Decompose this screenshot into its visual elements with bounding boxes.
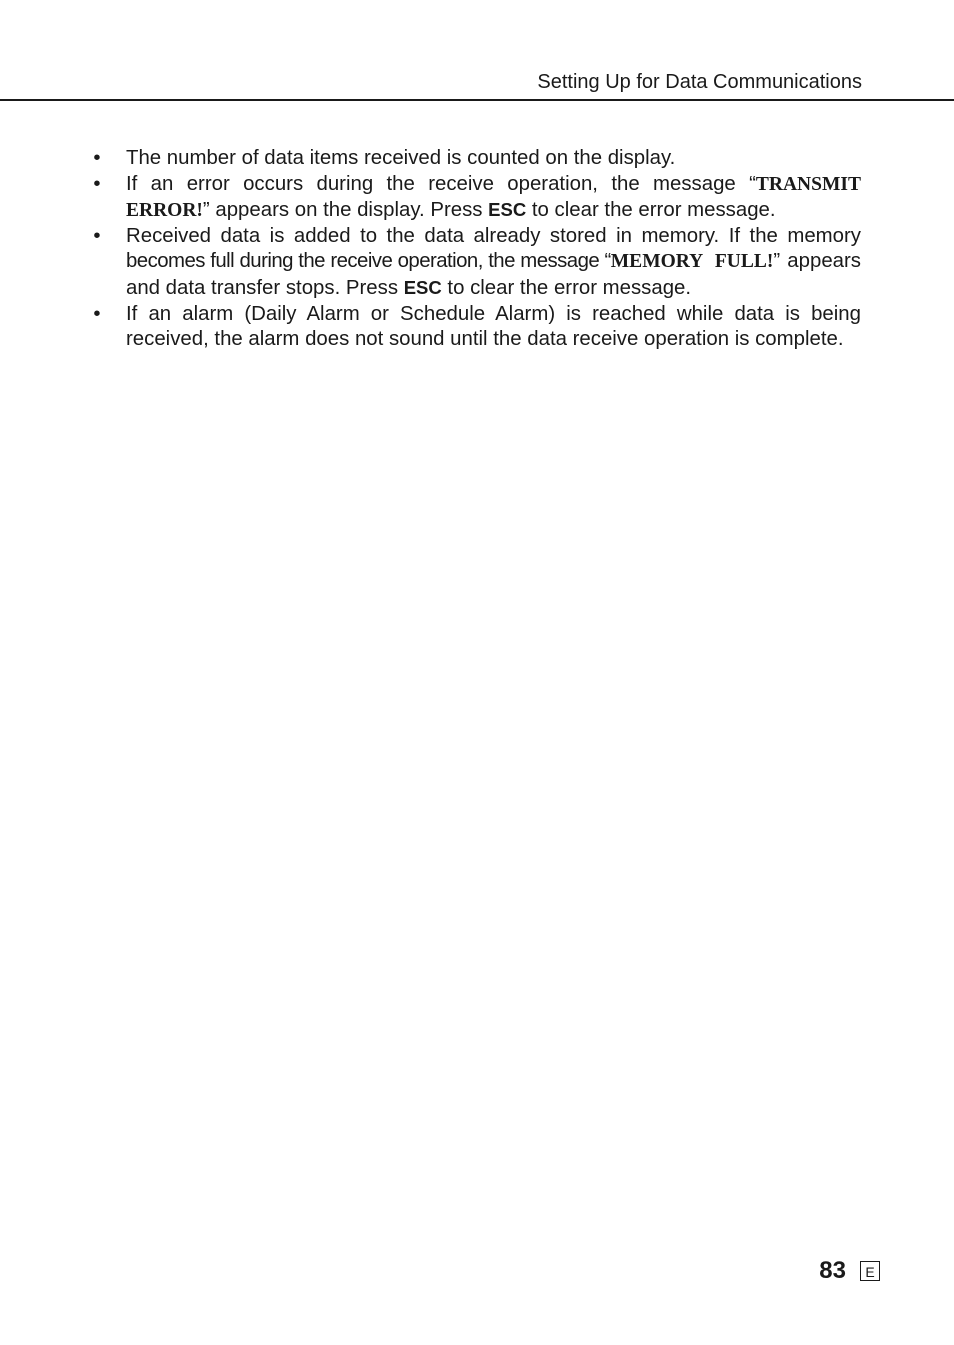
bullet-dot: • xyxy=(93,302,101,325)
bullet-text: If an alarm (Daily Alarm or Schedule Alarm) is reached while data is being received, the alarm does not sound until the data receive operation is complete. xyxy=(126,302,861,351)
bullet-text: to clear the error message. xyxy=(526,199,776,222)
header-rule xyxy=(0,99,954,101)
bullet-item-3 xyxy=(93,224,861,302)
bullet-item-1 xyxy=(93,146,861,172)
bullet-text: becomes full during the receive operation, the message “ xyxy=(126,250,611,273)
bullet-dot: • xyxy=(93,224,101,247)
language-tag: E xyxy=(860,1261,880,1281)
running-header: Setting Up for Data Communications xyxy=(537,71,862,93)
display-message-transmit-error: TRANSMIT ERROR! xyxy=(126,173,861,222)
bullet-item-2 xyxy=(93,172,861,224)
bullet-dot: • xyxy=(93,172,101,195)
display-message-memory-full: MEMORY FULL! xyxy=(610,251,774,273)
bullet-text: If an error occurs during the receive operation, the message “ xyxy=(126,172,756,195)
bullet-text: ” appears on the display. Press xyxy=(202,199,489,222)
page-number: 83 xyxy=(819,1257,846,1284)
esc-key-label: ESC xyxy=(403,276,442,298)
bullet-list xyxy=(0,146,954,353)
bullet-text: Received data is added to the data already stored in memory. If the memory xyxy=(126,224,861,247)
bullet-text: ” appears and data transfer stops. Press xyxy=(126,250,861,299)
bullet-text: to clear the error message. xyxy=(441,276,692,299)
bullet-dot: • xyxy=(93,147,101,169)
bullet-item-4 xyxy=(93,302,861,353)
bullet-text: The number of data items received is counted on the display. xyxy=(126,147,676,169)
esc-key-label: ESC xyxy=(488,199,527,221)
